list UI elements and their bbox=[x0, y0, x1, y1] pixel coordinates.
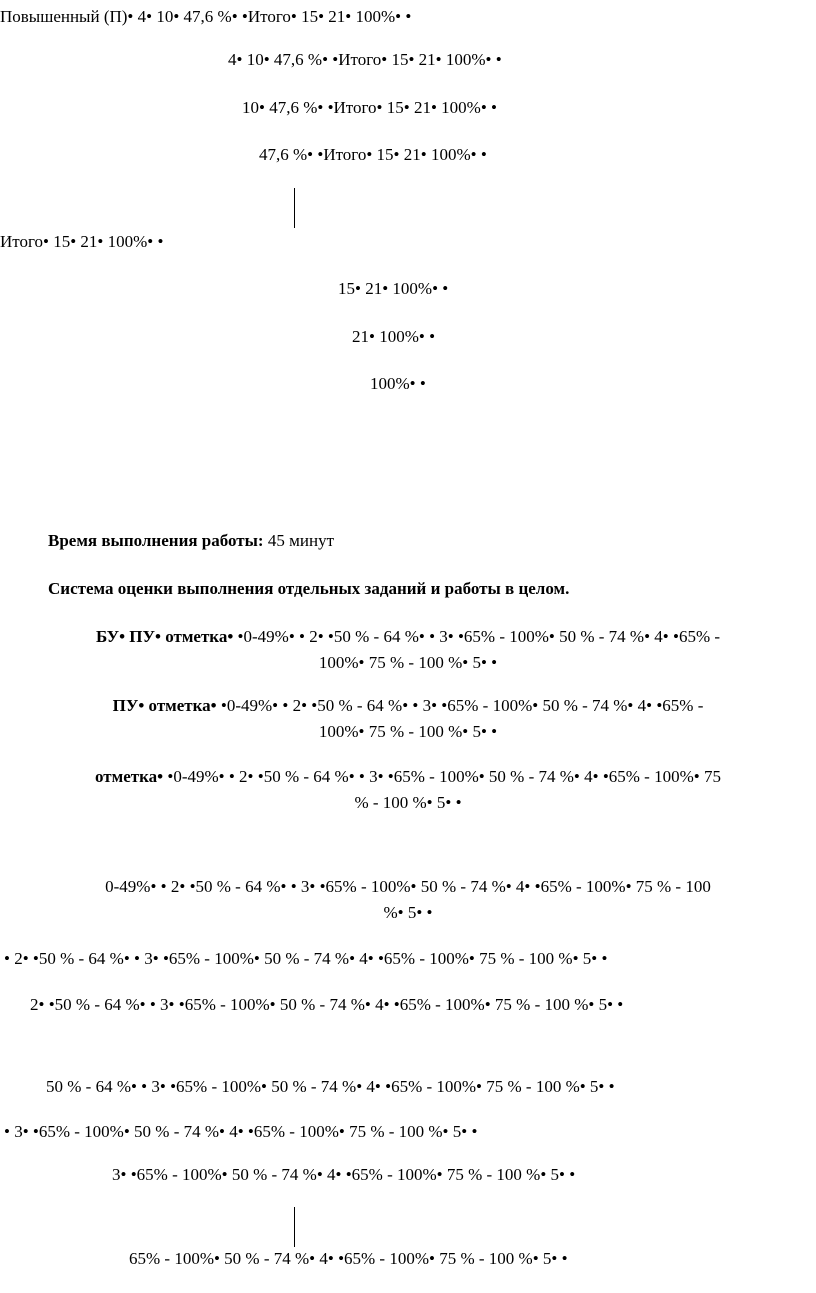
grade-row-line1: •0-49%• • 2• •50 % - 64 %• • 3• •65% - 100%• 50 % - 74 %• 4• •65% - bbox=[233, 627, 721, 646]
grade-row-line1: •0-49%• • 2• •50 % - 64 %• • 3• •65% - 100%• 50 % - 74 %• 4• •65% - 100%• 75 bbox=[163, 767, 721, 786]
text-row: Повышенный (П)• 4• 10• 47,6 %• •Итого• 15• 21• 100%• • bbox=[0, 7, 412, 26]
grade-row-bold: ПУ• отметка• bbox=[112, 696, 217, 715]
grade-row bbox=[0, 624, 816, 676]
grade-row-line2: % - 100 %• 5• • bbox=[354, 793, 462, 812]
grade-row-line1: 0-49%• • 2• •50 % - 64 %• • 3• •65% - 100%• 50 % - 74 %• 4• •65% - 100%• 75 % - 100 bbox=[105, 877, 711, 896]
grade-row bbox=[0, 874, 816, 926]
text-row: 4• 10• 47,6 %• •Итого• 15• 21• 100%• • bbox=[228, 50, 502, 69]
text-row: 10• 47,6 %• •Итого• 15• 21• 100%• • bbox=[242, 98, 497, 117]
grade-row-line1: •0-49%• • 2• •50 % - 64 %• • 3• •65% - 100%• 50 % - 74 %• 4• •65% - bbox=[216, 696, 704, 715]
vertical-rule bbox=[294, 188, 295, 228]
vertical-rule bbox=[294, 1207, 295, 1247]
text-row: 100%• • bbox=[370, 374, 426, 393]
text-row: Итого• 15• 21• 100%• • bbox=[0, 232, 164, 251]
grade-row bbox=[0, 693, 816, 745]
work-time-value: 45 минут bbox=[263, 531, 334, 550]
grade-row-bold: отметка• bbox=[95, 767, 164, 786]
text-row: • 3• •65% - 100%• 50 % - 74 %• 4• •65% - 100%• 75 % - 100 %• 5• • bbox=[4, 1122, 478, 1141]
grade-row-line2: 100%• 75 % - 100 %• 5• • bbox=[318, 722, 498, 741]
text-row: 50 % - 64 %• • 3• •65% - 100%• 50 % - 74 %• 4• •65% - 100%• 75 % - 100 %• 5• • bbox=[46, 1077, 615, 1096]
work-time-line bbox=[48, 530, 334, 552]
text-row: 47,6 %• •Итого• 15• 21• 100%• • bbox=[259, 145, 487, 164]
grade-row-line2: 100%• 75 % - 100 %• 5• • bbox=[318, 653, 498, 672]
text-row: 15• 21• 100%• • bbox=[338, 279, 449, 298]
text-row: 65% - 100%• 50 % - 74 %• 4• •65% - 100%• 75 % - 100 %• 5• • bbox=[129, 1249, 568, 1268]
grade-row-line2: %• 5• • bbox=[383, 903, 433, 922]
text-row: • 2• •50 % - 64 %• • 3• •65% - 100%• 50 % - 74 %• 4• •65% - 100%• 75 % - 100 %• 5• • bbox=[4, 949, 608, 968]
grading-system-heading: Система оценки выполнения отдельных заданий и работы в целом. bbox=[48, 579, 570, 598]
grade-row bbox=[0, 764, 816, 816]
work-time-label: Время выполнения работы: bbox=[48, 531, 264, 550]
text-row: 21• 100%• • bbox=[352, 327, 436, 346]
text-row: 2• •50 % - 64 %• • 3• •65% - 100%• 50 % - 74 %• 4• •65% - 100%• 75 % - 100 %• 5• • bbox=[30, 995, 624, 1014]
grade-row-bold: БУ• ПУ• отметка• bbox=[95, 627, 234, 646]
text-row: 3• •65% - 100%• 50 % - 74 %• 4• •65% - 100%• 75 % - 100 %• 5• • bbox=[112, 1165, 576, 1184]
